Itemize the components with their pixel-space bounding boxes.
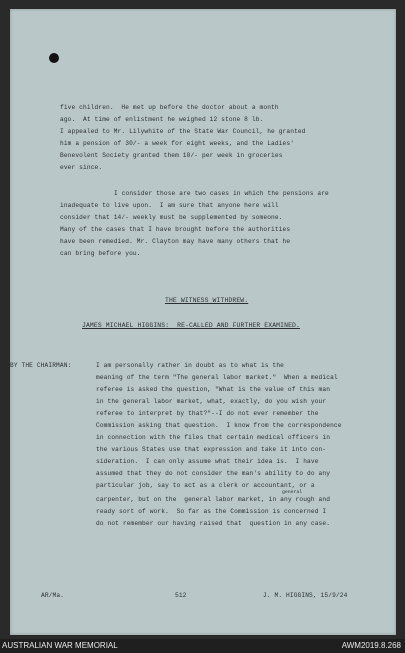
text-line: ever since.: [60, 164, 103, 171]
text-line: assumed that they do not consider the man's ability to do any: [96, 470, 331, 477]
text-line: I appealed to Mr. Lilywhite of the State War Council, he granted: [60, 128, 306, 135]
archive-name: AUSTRALIAN WAR MEMORIAL: [2, 641, 118, 650]
archive-footer-bar: [0, 639, 405, 653]
text-line: the various States use that expression and take it into con-: [96, 446, 327, 453]
handwritten-insert: general: [282, 490, 303, 495]
typist-reference: AR/Ma.: [41, 592, 65, 599]
text-line: five children. He met up before the doctor about a month: [60, 104, 279, 111]
witness-date: J. M. HIGGINS, 15/9/24: [263, 592, 348, 599]
punch-hole: [49, 53, 59, 63]
text-line: meaning of the term "The general labor market." When a medical: [96, 374, 338, 381]
text-line: sideration. I can only assume what their idea is. I have: [96, 458, 319, 465]
text-line: Commission asking that question. I know from the correspondence: [96, 422, 342, 429]
text-line: in the general labor market, what, exactly, do you wish your: [96, 398, 327, 405]
witness-heading: JAMES MICHAEL HIGGINS: RE-CALLED AND FURTHER EXAMINED.: [82, 322, 300, 329]
speaker-label: BY THE CHAIRMAN:: [10, 362, 72, 369]
text-line: have been remedied. Mr. Clayton may have many others that he: [60, 238, 291, 245]
text-line: Many of the cases that I have brought before the authorities: [60, 226, 291, 233]
text-line: inadequate to live upon. I am sure that anyone here will: [60, 202, 279, 209]
document-page: [10, 9, 396, 635]
text-line: consider that 14/- weekly must be supplemented by someone.: [60, 214, 283, 221]
text-line: him a pension of 30/- a week for eight weeks, and the Ladies': [60, 140, 295, 147]
text-line: referee to interpret by that?"--I do not ever remember the: [96, 410, 319, 417]
archive-reference: AWM2019.8.268: [341, 641, 401, 650]
text-line: particular job, say to act as a clerk or accountant, or a: [96, 482, 315, 489]
text-line: I am personally rather in doubt as to what is the: [96, 362, 285, 369]
text-line: ago. At time of enlistment he weighed 12 stone 8 lb.: [60, 116, 264, 123]
text-line: carpenter, but on the general labor market, in any rough and: [96, 496, 331, 503]
text-line: Benevolent Society granted them 10/- per week in groceries: [60, 152, 283, 159]
text-line: referee is asked the question, "What is the value of this man: [96, 386, 331, 393]
section-heading: THE WITNESS WITHDREW.: [165, 297, 249, 304]
text-line: in connection with the files that certain medical officers in: [96, 434, 331, 441]
text-line: do not remember our having raised that question in any case.: [96, 520, 331, 527]
text-line: can bring before you.: [60, 250, 141, 257]
text-line: ready sort of work. So far as the Commission is concerned I: [96, 508, 327, 515]
page-number: 512: [175, 592, 187, 599]
text-line: I consider those are two cases in which the pensions are: [114, 190, 329, 197]
